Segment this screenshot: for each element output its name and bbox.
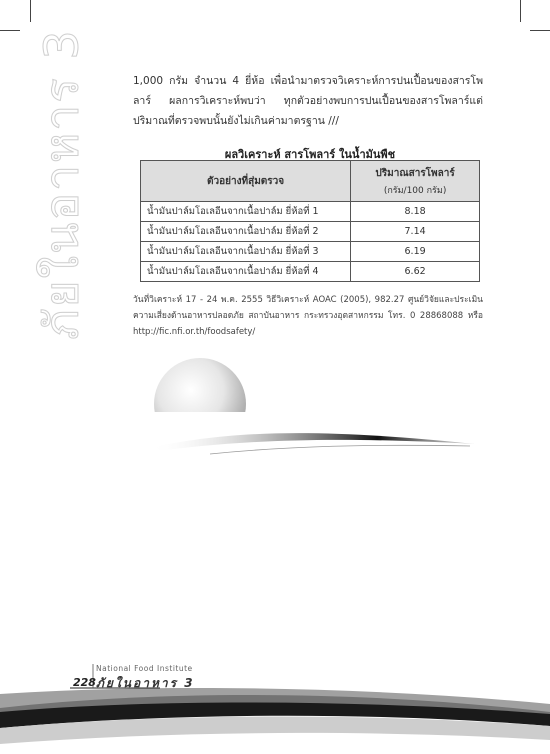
value-cell: 8.18 [351, 202, 480, 222]
value-cell: 6.19 [351, 242, 480, 262]
intro-text: 1,000 กรัม จำนวน 4 ยี่ห้อ เพื่อนำมาตรวจวิเคราะห์การปนเปื้อนของสารโพลาร์ ผลการวิเคราะห์พบว่า ทุกตัวอย่างพบการปนเปื้อนของสารโพลาร์แต่ปริมาณที่ตรวจพบนั้นยังไม่เกินค่ามาตรฐาน /// [133, 75, 483, 127]
footer-book-title: ภัยในอาหาร 3 [96, 676, 195, 690]
value-cell: 7.14 [351, 222, 480, 242]
value-cell: 6.62 [351, 262, 480, 282]
polar-header-unit: (กรัม/100 กรัม) [383, 185, 447, 196]
reference-note: วันที่วิเคราะห์ 17 - 24 พ.ค. 2555 วิธีวิเคราะห์ AOAC (2005), 982.27 ศูนย์วิจัยและประเมินความเสี่ยงด้านอาหารปลอดภัย สถาบันอาหาร กระทรวงอุตสาหกรรม โทร. 0 28868088 หรือ http://fic.nfi.or.th/foodsafety/ [133, 295, 483, 337]
sample-cell: น้ำมันปาล์มโอเลอีนจากเนื้อปาล์ม ยี่ห้อที่ 1 [141, 202, 351, 222]
sample-cell: น้ำมันปาล์มโอเลอีนจากเนื้อปาล์ม ยี่ห้อที่ 3 [141, 242, 351, 262]
footer-institute: National Food Institute [96, 664, 193, 673]
table-title: ผลวิเคราะห์ สารโพลาร์ ในน้ำมันพืช [224, 148, 396, 161]
sample-cell: น้ำมันปาล์มโอเลอีนจากเนื้อปาล์ม ยี่ห้อที่ 2 [141, 222, 351, 242]
page-number: 228 [73, 676, 96, 689]
side-section-title: ภัยในอาหาร 3 [34, 28, 89, 340]
sample-cell: น้ำมันปาล์มโอเลอีนจากเนื้อปาล์ม ยี่ห้อที่ 4 [141, 262, 351, 282]
sample-header-label: ตัวอย่างที่สุ่มตรวจ [207, 175, 285, 187]
polar-header-label: ปริมาณสารโพลาร์ [375, 167, 455, 179]
